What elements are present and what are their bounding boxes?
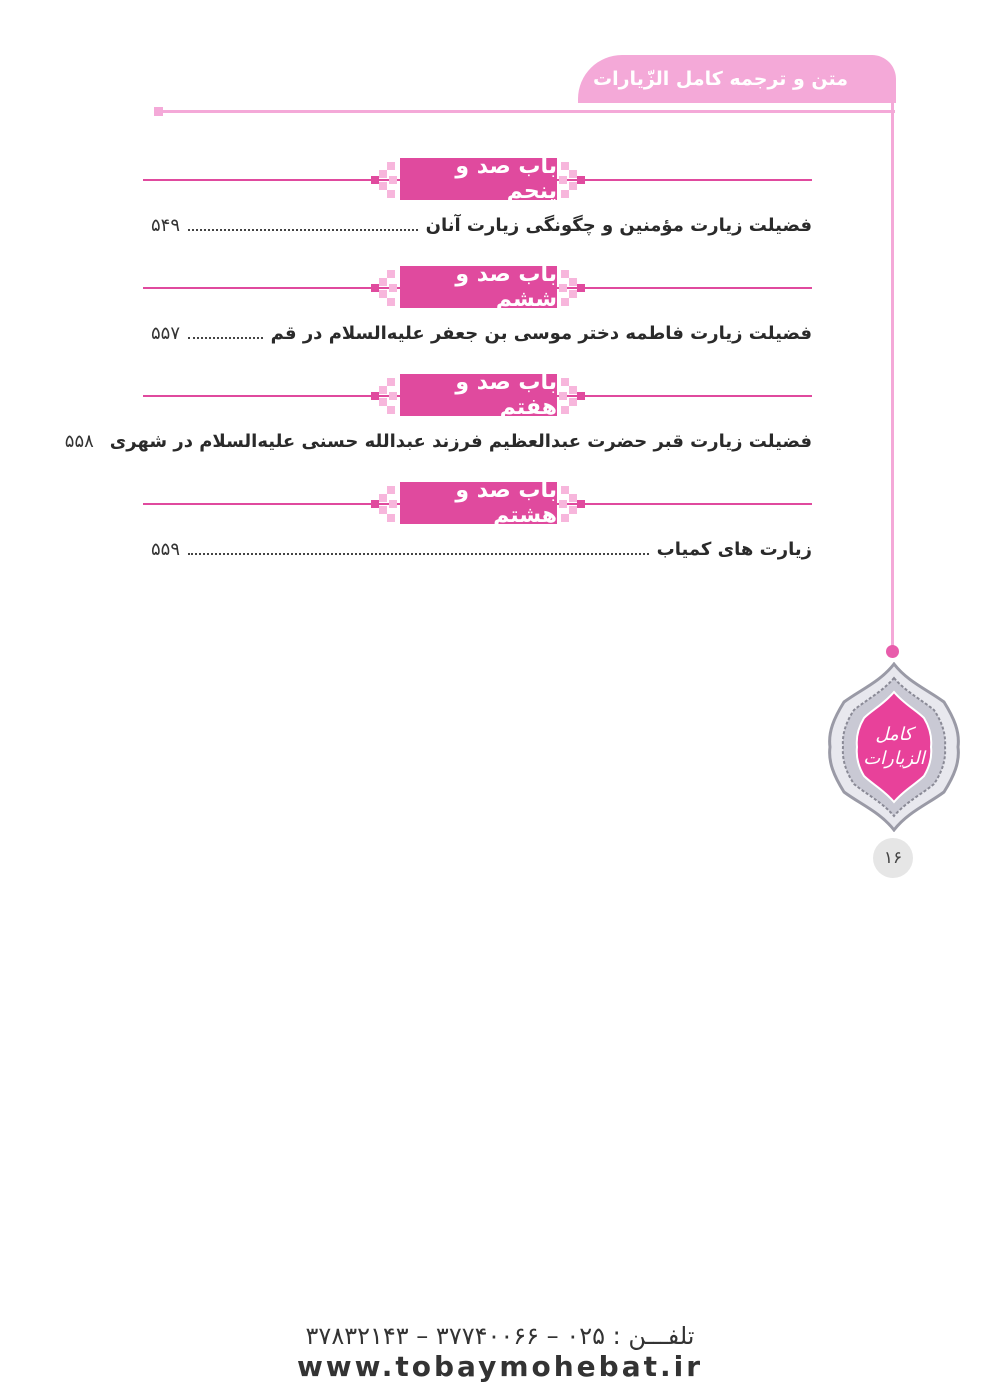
medallion-line-2: الزیارات [863,748,925,769]
ornament-icon [555,376,585,416]
entry-title: فضیلت زیارت مؤمنین و چگونگی زیارت آنان [425,215,812,236]
chapter-header [143,370,812,420]
chapter-label: باب صد و هشتم [400,482,557,524]
entry-page: ۵۴۹ [151,215,181,236]
medallion-line-1: کامل [875,724,913,745]
entry-page: ۵۵۸ [64,431,94,452]
ornament-icon [555,160,585,200]
dot-leader [188,215,418,231]
entry-page: ۵۵۷ [151,323,181,344]
ornament-icon [371,484,401,524]
entry-title: زیارت های کمیاب [656,539,812,560]
side-rule [891,103,894,653]
entry-title: فضیلت زیارت قبر حضرت عبدالعظیم فرزند عبدالله حسنی علیه‌السلام در شهری [109,431,812,452]
chapter-label: باب صد و ششم [400,266,557,308]
chapter-label: باب صد و هفتم [400,374,557,416]
chapter-label: باب صد و پنجم [400,158,557,200]
footer-phone: تلفـــن : ۰۲۵ – ۳۷۷۴۰۰۶۶ – ۳۷۸۳۲۱۴۳ [305,1322,695,1350]
ornament-icon [555,484,585,524]
page-number: ۱۶ [873,838,913,878]
header-rule [158,110,895,113]
entry-page: ۵۵۹ [151,539,181,560]
entry-title: فضیلت زیارت فاطمه دختر موسی بن جعفر علیه‌السلام در قم [270,323,812,344]
chapter-header [143,262,812,312]
book-title: متن و ترجمه کامل الزّیارات [593,68,848,90]
toc-entry[interactable] [151,323,812,353]
toc-entry[interactable] [151,215,812,245]
ornament-icon [555,268,585,308]
side-rule-dot [886,645,899,658]
ornament-icon [371,160,401,200]
dot-leader [188,539,649,555]
header-rule-end [154,107,163,116]
ornament-icon [371,268,401,308]
ornament-icon [371,376,401,416]
chapter-header [143,154,812,204]
toc-entry[interactable] [64,431,812,461]
footer-website[interactable]: www.tobaymohebat.ir [296,1350,704,1383]
running-header [578,55,896,103]
toc-entry[interactable] [151,539,812,569]
book-logo-medallion [828,662,960,832]
dot-leader [188,323,263,339]
chapter-header [143,478,812,528]
